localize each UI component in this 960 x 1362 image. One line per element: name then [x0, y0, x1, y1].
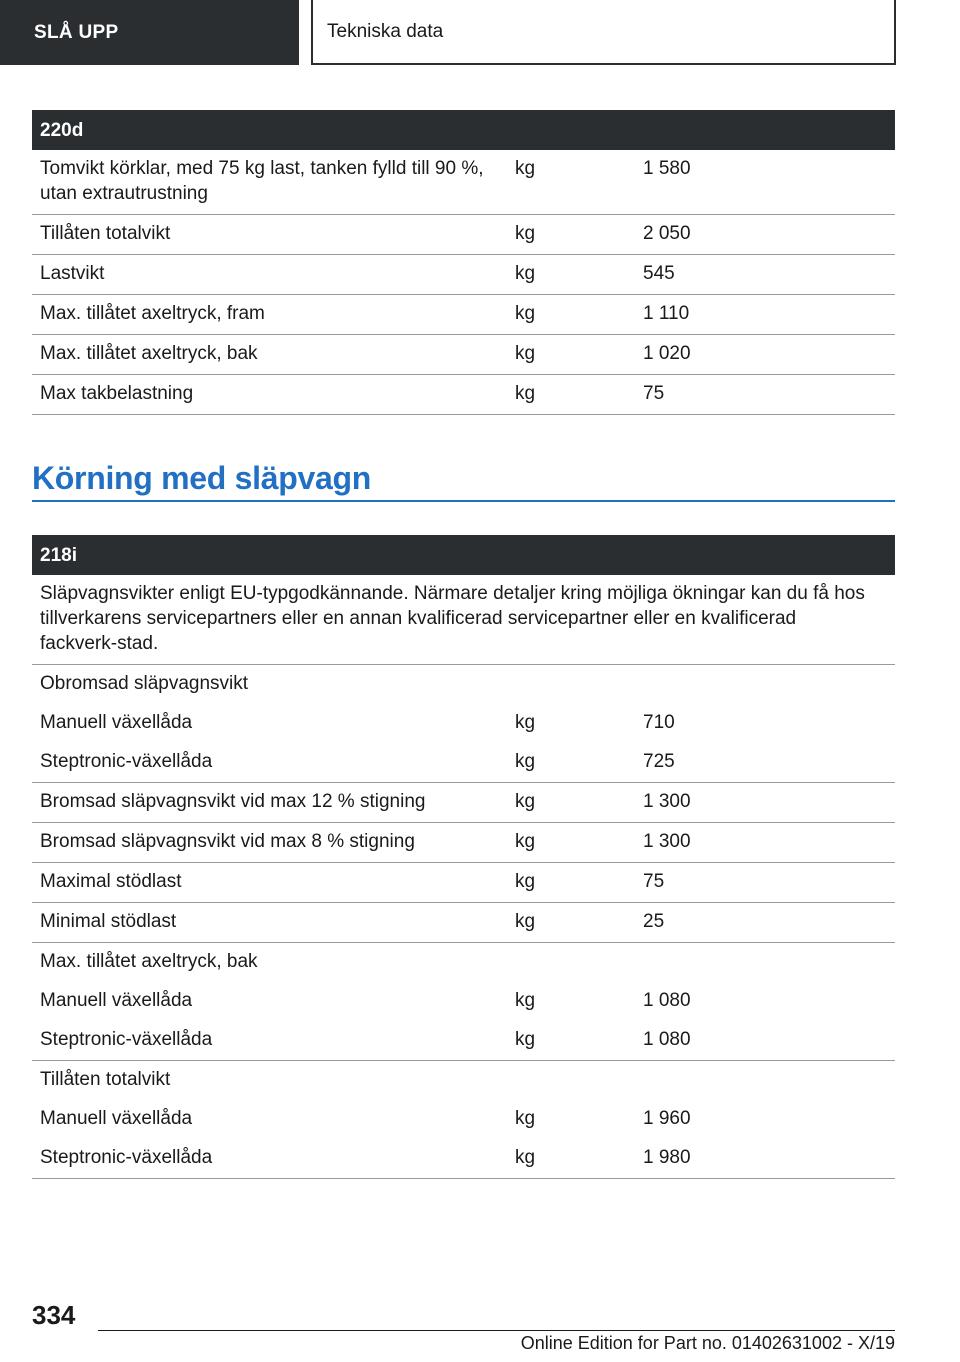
table-row — [32, 335, 895, 375]
header-chapter-label: Tekniska data — [327, 20, 444, 42]
footer-divider — [98, 1330, 895, 1331]
row-label: Bromsad släpvagnsvikt vid max 8 % stigning — [32, 823, 507, 863]
table-row — [32, 783, 895, 823]
page-number: 334 — [32, 1300, 76, 1330]
trailer-table — [32, 535, 895, 1179]
row-value: 2 050 — [635, 215, 895, 255]
row-label: Manuell växellåda — [40, 712, 193, 733]
row-label: Manuell växellåda — [40, 1108, 193, 1129]
row-value: 1 580 — [635, 150, 895, 215]
row-unit: kg — [507, 150, 635, 215]
table-row — [32, 575, 895, 665]
intro-text: Släpvagnsvikter enligt EU-typgodkännande. Närmare detaljer kring möjliga ökningar kan du få hos tillverkarens servicepartners eller en annan kvalificerad servicepartner eller en kvalificerad fackverk-stad. — [32, 575, 895, 665]
row-label: Steptronic-växellåda — [32, 1139, 507, 1179]
row-label: Lastvikt — [32, 255, 507, 295]
row-unit: kg — [507, 823, 635, 863]
weights-table-header — [32, 110, 895, 150]
row-value: 1 080 — [643, 990, 691, 1011]
table-row — [32, 375, 895, 415]
row-value: 75 — [635, 863, 895, 903]
row-value: 1 300 — [635, 823, 895, 863]
row-label: Steptronic-växellåda — [32, 1021, 507, 1061]
weights-table — [32, 110, 895, 415]
row-label: Bromsad släpvagnsvikt vid max 12 % stigning — [32, 783, 507, 823]
table-row — [32, 982, 895, 1021]
group-title: Tillåten totalvikt — [40, 1069, 171, 1090]
table-row — [32, 743, 895, 783]
row-value: 1 980 — [635, 1139, 895, 1179]
footer-edition: Online Edition for Part no. 01402631002 - X/19 — [520, 1333, 895, 1353]
table-row — [32, 823, 895, 863]
table-row — [32, 903, 895, 943]
table-row — [32, 1139, 895, 1179]
header-section-label: SLÅ UPP — [34, 21, 119, 43]
row-unit: kg — [507, 903, 635, 943]
row-label: Max. tillåtet axeltryck, bak — [32, 335, 507, 375]
table-row — [32, 295, 895, 335]
row-unit: kg — [507, 375, 635, 415]
row-value: 1 960 — [643, 1108, 691, 1129]
table-row — [32, 255, 895, 295]
row-value: 1 080 — [635, 1021, 895, 1061]
table-row — [32, 665, 895, 705]
row-value: 545 — [635, 255, 895, 295]
row-unit: kg — [515, 712, 536, 733]
row-unit: kg — [507, 863, 635, 903]
header-chapter-tab[interactable] — [311, 0, 896, 65]
row-unit: kg — [507, 335, 635, 375]
row-unit: kg — [507, 743, 635, 783]
row-unit: kg — [507, 255, 635, 295]
row-value: 1 110 — [635, 295, 895, 335]
table-row — [32, 150, 895, 215]
row-label: Max takbelastning — [32, 375, 507, 415]
row-label: Max. tillåtet axeltryck, fram — [32, 295, 507, 335]
table-row — [32, 704, 895, 743]
row-value: 1 020 — [635, 335, 895, 375]
row-unit: kg — [507, 295, 635, 335]
row-unit: kg — [507, 1021, 635, 1061]
row-label: Tillåten totalvikt — [32, 215, 507, 255]
table-row — [32, 1021, 895, 1061]
section-title: Körning med släpvagn — [32, 458, 895, 502]
row-label: Steptronic-växellåda — [32, 743, 507, 783]
model-label: 218i — [32, 535, 895, 575]
table-row — [32, 215, 895, 255]
row-value: 25 — [635, 903, 895, 943]
group-title: Max. tillåtet axeltryck, bak — [40, 951, 258, 972]
table-row — [32, 943, 895, 983]
row-label: Tomvikt körklar, med 75 kg last, tanken fylld till 90 %, utan extrautrustning — [32, 150, 507, 215]
table-row — [32, 863, 895, 903]
row-label: Maximal stödlast — [32, 863, 507, 903]
group-title: Obromsad släpvagnsvikt — [40, 673, 249, 694]
row-unit: kg — [507, 215, 635, 255]
row-value: 725 — [635, 743, 895, 783]
row-label: Minimal stödlast — [32, 903, 507, 943]
row-value: 1 300 — [635, 783, 895, 823]
row-unit: kg — [515, 1108, 536, 1129]
model-label: 220d — [32, 110, 895, 150]
row-unit: kg — [507, 1139, 635, 1179]
table-row — [32, 1100, 895, 1139]
row-label: Manuell växellåda — [40, 990, 193, 1011]
row-value: 710 — [643, 712, 675, 733]
header-section-tab[interactable] — [0, 0, 299, 65]
row-unit: kg — [507, 783, 635, 823]
row-unit: kg — [515, 990, 536, 1011]
table-row — [32, 1061, 895, 1101]
trailer-table-header — [32, 535, 895, 575]
row-value: 75 — [635, 375, 895, 415]
